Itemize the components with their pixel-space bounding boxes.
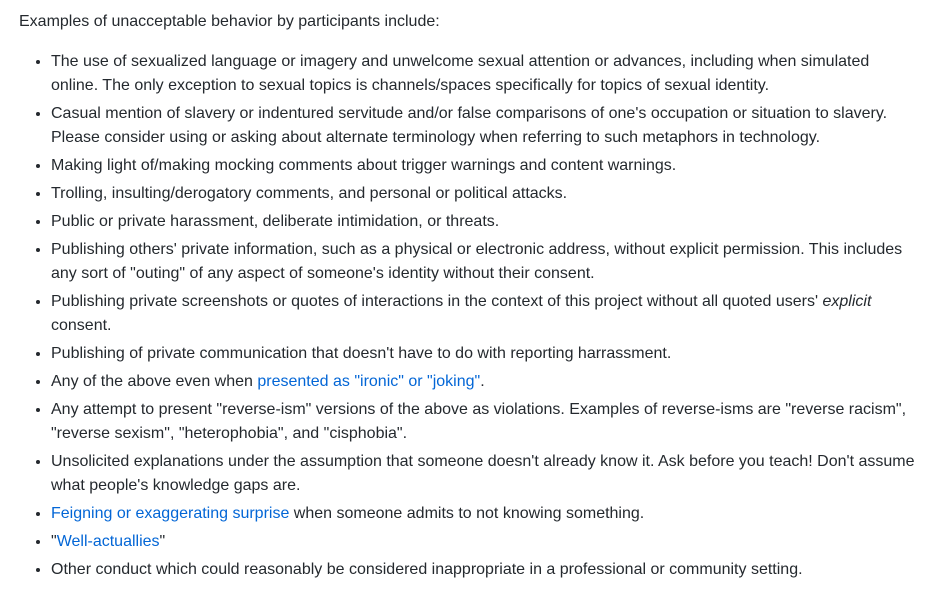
item-text: consent. [51,317,112,334]
list-item: • Any attempt to present "reverse-ism" versions of the above as violations. Examples of reverse-isms are "reverse racism", "reverse sexism", "heterophobia", and "cisphobia". [51,398,919,446]
list-item [51,530,919,554]
item-text: when someone admits to not knowing something. [289,505,645,522]
document-body [19,10,919,586]
list-item: • Other conduct which could reasonably be considered inappropriate in a professional or community setting. [51,558,919,582]
unacceptable-behavior-list [19,50,919,582]
list-item: • Casual mention of slavery or indentured servitude and/or false comparisons of one's occupation or situation to slavery. Please consider using or asking about alternate terminology when referring to such metaphors in technology. [51,102,919,150]
list-item [51,502,919,526]
list-item: • Trolling, insulting/derogatory comments, and personal or political attacks. [51,182,919,206]
list-item: • Publishing of private communication that doesn't have to do with reporting harrassment. [51,342,919,366]
list-item: • Making light of/making mocking comments about trigger warnings and content warnings. [51,154,919,178]
ironic-joking-link[interactable]: presented as "ironic" or "joking" [257,373,481,390]
emphasis-text: explicit [822,293,872,310]
item-text: . [480,373,485,390]
list-item: • Publishing others' private information, such as a physical or electronic address, without explicit permission. This includes any sort of "outing" of any aspect of someone's identity without their consent. [51,238,919,286]
well-actuallies-link[interactable]: Well-actuallies [56,533,160,550]
item-text: Publishing private screenshots or quotes of interactions in the context of this project without all quoted users' [51,293,823,310]
list-item: • Unsolicited explanations under the assumption that someone doesn't already know it. Ask before you teach! Don't assume what people's knowledge gaps are. [51,450,919,498]
item-text: Any of the above even when [51,373,258,390]
list-item: • Public or private harassment, deliberate intimidation, or threats. [51,210,919,234]
list-item: • The use of sexualized language or imagery and unwelcome sexual attention or advances, including when simulated online. The only exception to sexual topics is channels/spaces specifically for topics of sexual identity. [51,50,919,98]
list-item [51,290,919,338]
list-item [51,370,919,394]
feigning-surprise-link[interactable]: Feigning or exaggerating surprise [51,505,290,522]
item-text: " [51,533,57,550]
intro-text: Examples of unacceptable behavior by participants include: [19,13,440,30]
item-text: " [159,533,166,550]
